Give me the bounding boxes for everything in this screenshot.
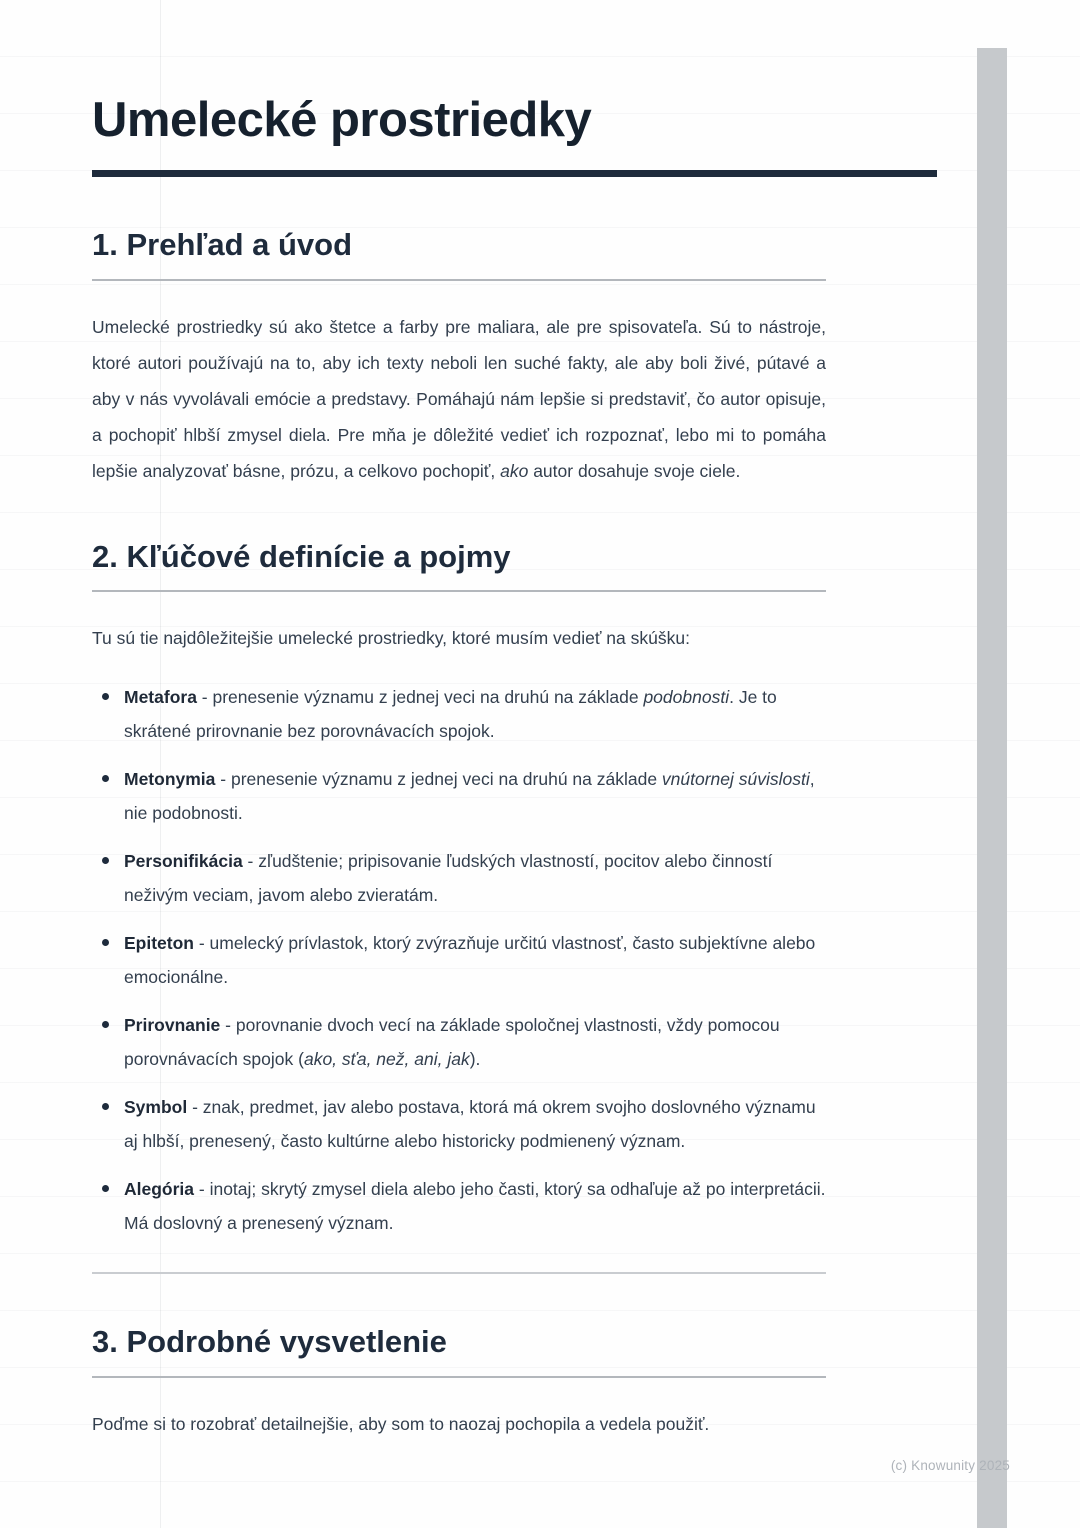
term-label: Epiteton — [124, 933, 194, 954]
list-item-epiteton — [92, 926, 826, 994]
term-description: - umelecký prívlastok, ktorý zvýrazňuje určitú vlastnosť, často subjektívne alebo emocionálne. — [124, 933, 816, 988]
term-description: - znak, predmet, jav alebo postava, ktorá má okrem svojho doslovného významu aj hlbší, prenesený, často kultúrne alebo historicky podmienený význam. — [124, 1097, 816, 1152]
list-item-personifikacia — [92, 844, 826, 912]
term-description-end: ). — [469, 1049, 481, 1070]
section-1-underline — [92, 279, 826, 281]
term-label: Metonymia — [124, 769, 216, 790]
term-label: Personifikácia — [124, 851, 243, 872]
term-description: - inotaj; skrytý zmysel diela alebo jeho časti, ktorý sa odhaľuje až po interpretácii. Má doslovný a prenesený význam. — [124, 1179, 826, 1234]
section-1-heading: 1. Prehľad a úvod — [92, 226, 353, 262]
term-description: - zľudštenie; pripisovanie ľudských vlastností, pocitov alebo činností neživým veciam, javom alebo zvieratám. — [124, 851, 773, 906]
overview-paragraph — [92, 309, 826, 489]
list-item-metonymia — [92, 762, 826, 830]
definitions-intro: Tu sú tie najdôležitejšie umelecké prostriedky, ktoré musím vedieť na skúšku: — [92, 628, 690, 649]
term-label: Metafora — [124, 687, 197, 708]
overview-text-part2: autor dosahuje svoje ciele. — [528, 460, 741, 481]
section-2-heading: 2. Kľúčové definície a pojmy — [92, 538, 511, 574]
section-3-underline — [92, 1376, 826, 1378]
overview-text-part1: Umelecké prostriedky sú ako štetce a farby pre maliara, ale pre spisovateľa. Sú to nástroje, ktoré autori používajú na to, aby ich texty neboli len suché fakty, ale aby boli živé, pútavé a aby v nás vyvolávali emócie a predstavy. Pomáhajú nám lepšie si predstaviť, čo autor opisuje, a pochopiť hlbší zmysel diela. Pre mňa je dôležité vedieť ich rozpoznať, lebo mi to pomáha lepšie analyzovať básne, prózu, a celkovo pochopiť, — [92, 316, 826, 481]
term-label: Alegória — [124, 1179, 195, 1200]
section-3-heading: 3. Podrobné vysvetlenie — [92, 1324, 447, 1360]
term-description-end: , nie podobnosti. — [124, 769, 815, 824]
list-item-prirovnanie — [92, 1008, 826, 1076]
term-label: Prirovnanie — [124, 1015, 221, 1036]
term-description-italic: vnútornej súvislosti — [661, 769, 810, 790]
section-2-underline — [92, 590, 826, 592]
overview-text-italic: ako — [500, 460, 529, 481]
term-label: Symbol — [124, 1097, 188, 1118]
list-item-symbol — [92, 1090, 826, 1158]
term-description-end: . Je to skrátené prirovnanie bez porovnávacích spojok. — [124, 687, 777, 742]
term-description: - prenesenie významu z jednej veci na druhú na základe — [215, 769, 662, 790]
detail-paragraph: Poďme si to rozobrať detailnejšie, aby som to naozaj pochopila a vedela použiť. — [92, 1413, 710, 1434]
term-description-italic: ako, sťa, než, ani, jak — [303, 1049, 470, 1070]
term-description-italic: podobnosti — [643, 687, 730, 708]
term-description: - prenesenie významu z jednej veci na druhú na základe — [196, 687, 644, 708]
list-item-metafora — [92, 680, 826, 748]
section-divider — [92, 1272, 826, 1274]
page-title: Umelecké prostriedky — [92, 93, 592, 147]
definition-list — [92, 680, 826, 1240]
title-underline — [92, 170, 937, 177]
document-content — [92, 0, 937, 1442]
scrollbar[interactable] — [977, 48, 1007, 1528]
watermark: (c) Knowunity 2025 — [890, 1458, 1010, 1473]
term-description: - porovnanie dvoch vecí na základe spoločnej vlastnosti, vždy pomocou porovnávacích spojok ( — [124, 1015, 780, 1070]
list-item-alegoria — [92, 1172, 826, 1240]
